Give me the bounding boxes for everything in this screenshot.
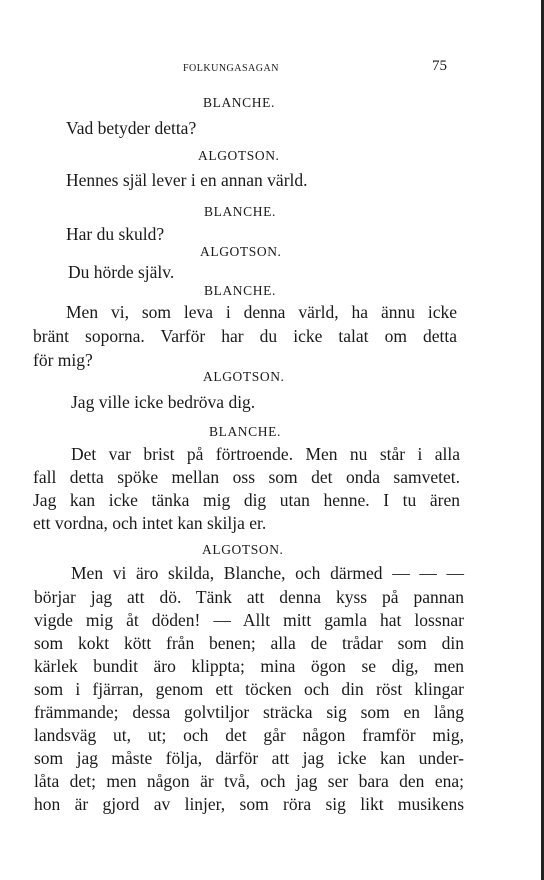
speaker-name: ALGOTSON. (198, 148, 280, 163)
dialogue-line: ett vordna, och intet kan skilja er. (33, 513, 267, 533)
speaker-name: ALGOTSON. (202, 542, 284, 557)
dialogue-line: Hennes själ lever i en annan värld. (66, 170, 308, 190)
dialogue-line: vigde mig åt döden! — Allt mitt gamla hat lossnar (34, 610, 464, 630)
dialogue-line: främmande; dessa golvtiljor sträcka sig som en lång (34, 702, 464, 722)
speaker-name: ALGOTSON. (200, 244, 282, 259)
speaker-name: ALGOTSON. (203, 369, 285, 384)
speaker-name: BLANCHE. (204, 283, 276, 298)
dialogue-line: kärlek bundit äro klippta; mina ögon se dig, men (34, 656, 464, 676)
page-header (0, 58, 544, 78)
dialogue-line: Men vi äro skilda, Blanche, och därmed — — — (71, 563, 464, 583)
dialogue-line: bränt soporna. Varför har du icke talat om detta (33, 326, 457, 346)
speaker-name: BLANCHE. (203, 95, 275, 110)
dialogue-line: låta det; men någon är två, och jag ser bara den ena; (34, 771, 464, 791)
speaker-name: BLANCHE. (209, 424, 281, 439)
speaker-name: BLANCHE. (204, 204, 276, 219)
dialogue-line: som kokt kött från benen; alla de trådar som din (34, 633, 464, 653)
dialogue-line: Men vi, som leva i denna värld, ha ännu icke (66, 302, 457, 322)
dialogue-line: Det var brist på förtroende. Men nu står i alla (71, 444, 460, 464)
dialogue-line: Vad betyder detta? (66, 118, 197, 138)
dialogue-line: landsväg ut, ut; och det går någon framför mig, (34, 725, 464, 745)
dialogue-line: börjar jag att dö. Tänk att denna kyss på pannan (34, 587, 464, 607)
page-number: 75 (432, 58, 447, 74)
dialogue-line: som i fjärran, genom ett töcken och din röst klingar (34, 679, 464, 699)
running-head: FOLKUNGASAGAN (183, 63, 279, 74)
dialogue-line: hon är gjord av linjer, som röra sig likt musikens (34, 794, 464, 814)
dialogue-line: fall detta spöke mellan oss som det onda samvetet. (33, 467, 460, 487)
dialogue-line: Du hörde själv. (68, 262, 175, 282)
dialogue-line: Jag ville icke bedröva dig. (71, 392, 256, 412)
dialogue-line: Har du skuld? (66, 224, 165, 244)
dialogue-line: som jag måste följa, därför att jag icke kan under- (34, 748, 464, 768)
dialogue-line: för mig? (33, 350, 93, 370)
dialogue-line: Jag kan icke tänka mig dig utan henne. I tu ären (33, 490, 460, 510)
